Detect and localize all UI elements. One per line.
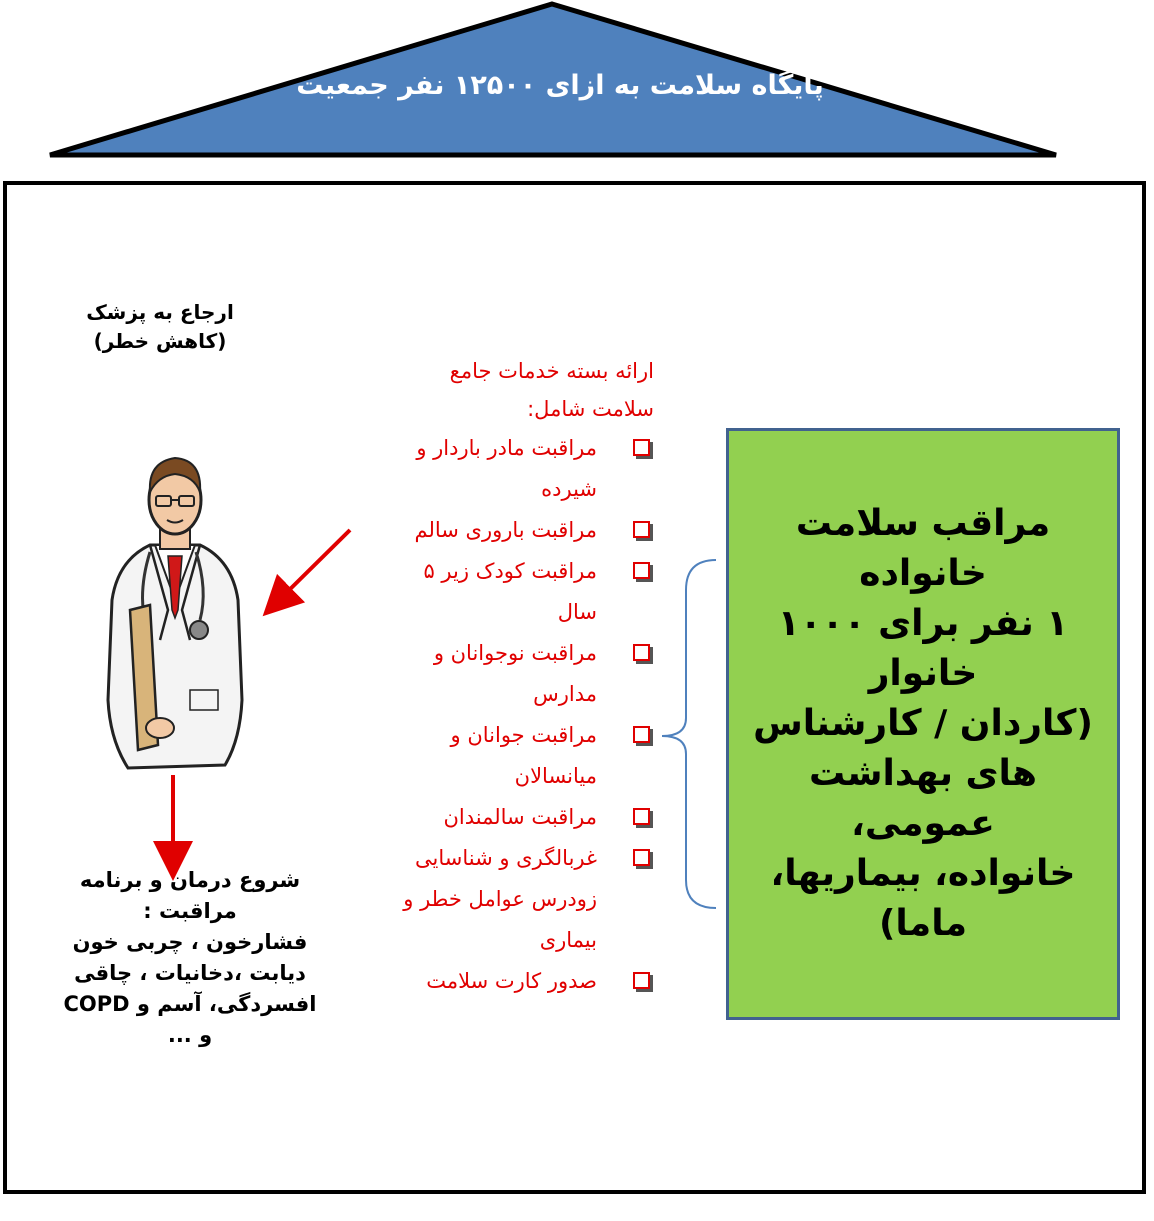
service-item-label: مراقبت نوجوانان و مدارس	[433, 641, 597, 706]
referral-line-2: (کاهش خطر)	[93, 329, 227, 353]
service-item-label: مراقبت باروری سالم	[414, 518, 597, 542]
treatment-line-6: و ...	[167, 1023, 213, 1047]
caregiver-line-1: مراقب سلامت خانواده	[795, 503, 1051, 594]
arrow-to-doctor	[274, 530, 350, 605]
services-intro-line-2: سلامت شامل:	[527, 397, 654, 421]
treatment-line-5: افسردگی، آسم و COPD	[63, 992, 317, 1016]
service-item-label: صدور کارت سلامت	[426, 969, 597, 993]
service-item-label: مراقبت سالمندان	[443, 805, 597, 829]
service-item-label: مراقبت مادر باردار و شیرده	[416, 436, 597, 501]
doctor-illustration-icon	[108, 458, 242, 768]
caregiver-line-4: های بهداشت عمومی،	[809, 753, 1037, 844]
services-intro-line-1: ارائه بسته خدمات جامع	[449, 359, 654, 383]
service-item-label: مراقبت کودک زیر ۵ سال	[423, 559, 597, 624]
treatment-line-2: مراقبت :	[143, 899, 237, 923]
service-item-label: غربالگری و شناسایی زودرس عوامل خطر و بیماری	[403, 846, 597, 952]
referral-line-1: ارجاع به پزشک	[86, 300, 234, 324]
treatment-line-1: شروع درمان و برنامه	[79, 868, 301, 892]
caregiver-line-3: (کاردان / کارشناس	[753, 703, 1093, 744]
caregiver-line-2: ۱ نفر برای ۱۰۰۰ خانوار	[777, 603, 1069, 694]
treatment-line-3: فشارخون ، چربی خون	[72, 930, 308, 954]
curly-bracket	[662, 560, 716, 908]
service-item-label: مراقبت جوانان و میانسالان	[450, 723, 597, 788]
roof-title: پایگاه سلامت به ازای ۱۲۵۰۰ نفر جمعیت	[296, 70, 824, 101]
caregiver-line-5: خانواده، بیماریها، ماما)	[770, 853, 1076, 944]
treatment-line-4: دیابت ،دخانیات ، چاقی	[74, 961, 306, 985]
